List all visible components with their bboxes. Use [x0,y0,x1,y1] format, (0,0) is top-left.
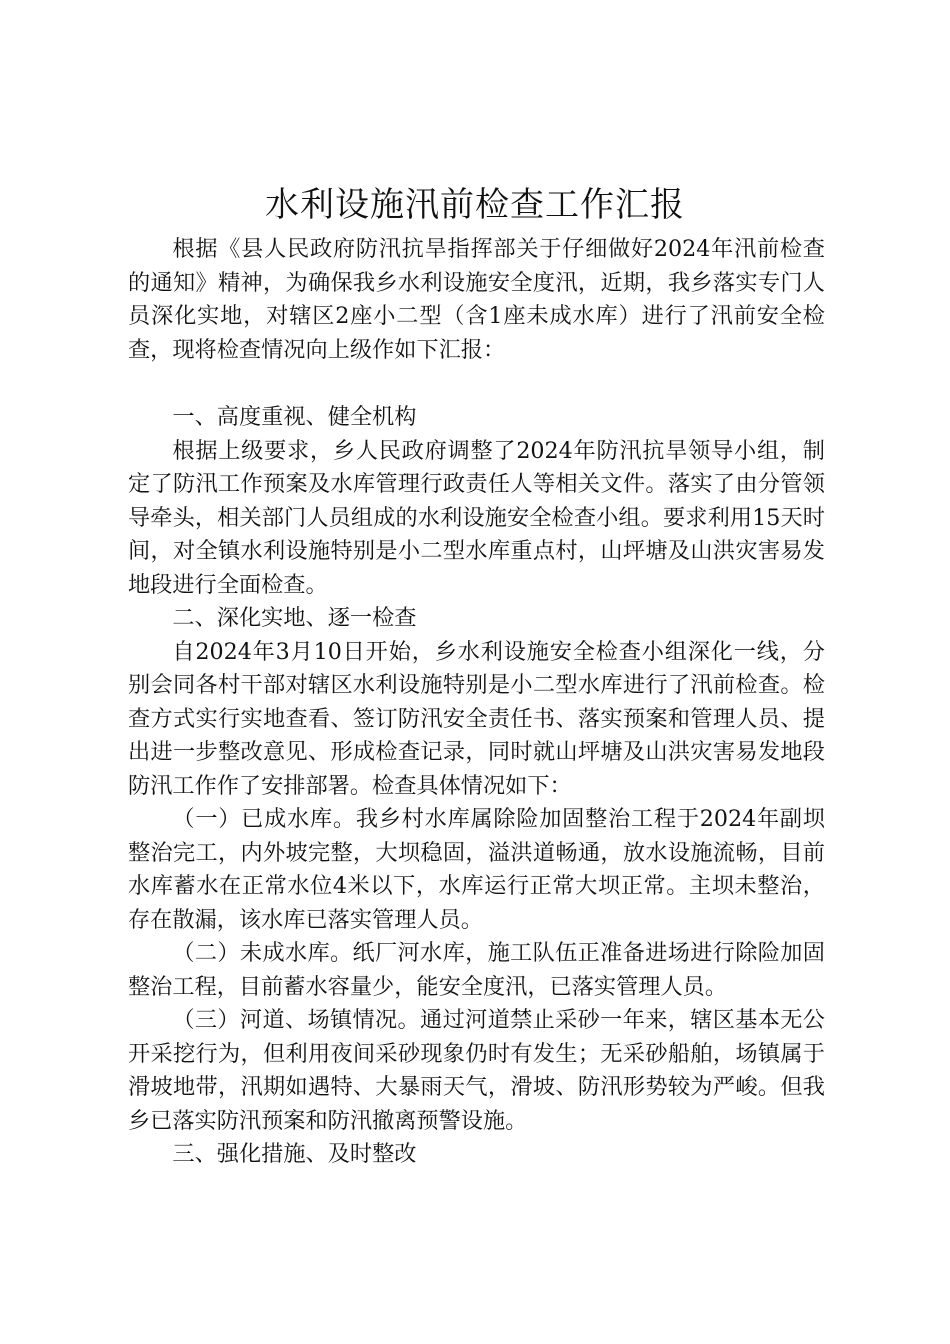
section-2-paragraph: 自2024年3月10日开始，乡水利设施安全检查小组深化一线，分别会同各村干部对辖区水利设施特别是小二型水库进行了汛前检查。检查方式实行实地查看、签订防汛安全责任书、落实预案和管理人员、提出进一步整改意见、形成检查记录，同时就山坪塘及山洪灾害易发地段防汛工作作了安排部署。检查具体情况如下： [128,638,825,799]
section-heading-1: 一、高度重视、健全机构 [172,404,417,430]
section-heading-2: 二、深化实地、逐一检查 [172,605,417,631]
intro-paragraph: 根据《县人民政府防汛抗旱指挥部关于仔细做好2024年汛前检查的通知》精神，为确保我乡水利设施安全度汛，近期，我乡落实专门人员深化实地，对辖区2座小二型（含1座未成水库）进行了汛前安全检查，现将检查情况向上级作如下汇报： [128,236,825,363]
section-heading-3: 三、强化措施、及时整改 [172,1141,417,1167]
subsection-3-paragraph: （三）河道、场镇情况。通过河道禁止采砂一年来，辖区基本无公开采挖行为，但利用夜间采砂现象仍时有发生；无采砂船舶，场镇属于滑坡地带，汛期如遇特、大暴雨天气，滑坡、防汛形势较为严峻。但我乡已落实防汛预案和防汛撤离预警设施。 [128,1007,825,1134]
subsection-1-paragraph: （一）已成水库。我乡村水库属除险加固整治工程于2024年副坝整治完工，内外坡完整，大坝稳固，溢洪道畅通，放水设施流畅，目前水库蓄水在正常水位4米以下，水库运行正常大坝正常。主坝未整治，存在散漏，该水库已落实管理人员。 [128,806,825,933]
section-1-paragraph: 根据上级要求，乡人民政府调整了2024年防汛抗旱领导小组，制定了防汛工作预案及水库管理行政责任人等相关文件。落实了由分管领导牵头，相关部门人员组成的水利设施安全检查小组。要求利用15天时间，对全镇水利设施特别是小二型水库重点村，山坪塘及山洪灾害易发地段进行全面检查。 [128,437,825,598]
paragraph-gap [128,367,825,401]
document-title: 水利设施汛前检查工作汇报 [265,185,685,225]
subsection-2-paragraph: （二）未成水库。纸厂河水库，施工队伍正准备进场进行除险加固整治工程，目前蓄水容量少，能安全度汛，已落实管理人员。 [128,940,825,1000]
document-body [128,233,825,1172]
